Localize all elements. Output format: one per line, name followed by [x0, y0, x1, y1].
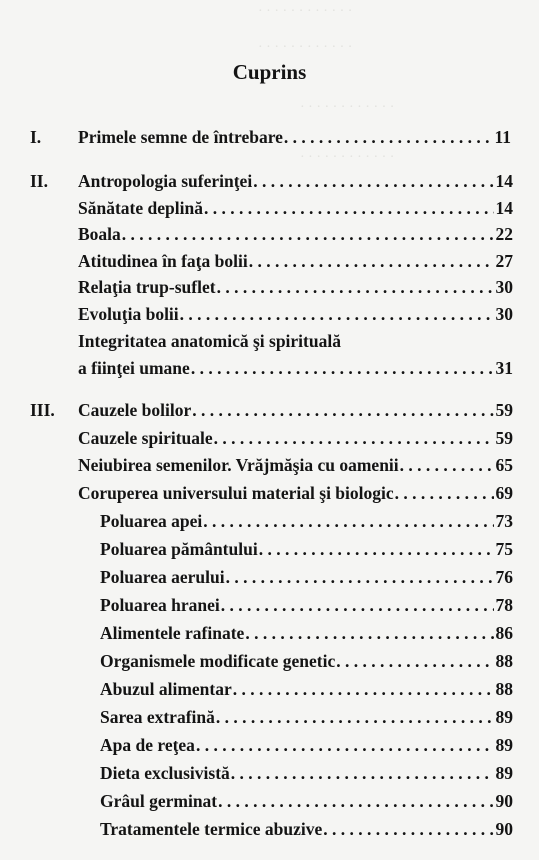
dot-leader [213, 425, 494, 451]
dot-leader [244, 620, 493, 646]
page-number: 59 [495, 428, 513, 448]
page-number: 78 [495, 595, 513, 615]
page-title: Cuprins [232, 60, 307, 84]
dot-leader [232, 676, 494, 702]
page-number: 30 [495, 304, 513, 324]
toc-entry [100, 676, 513, 702]
bleed-through-text: · · · · · · · · · · · · [258, 4, 353, 19]
toc-entry [78, 480, 513, 506]
chapter-numeral: II. [30, 171, 48, 191]
toc-entry [78, 301, 513, 327]
dot-leader [394, 480, 494, 506]
page-number: 30 [495, 277, 513, 297]
page-number: 89 [495, 735, 513, 755]
dot-leader [230, 760, 494, 786]
page-number: 90 [495, 791, 513, 811]
entry-title: a fiinţei umane [78, 358, 190, 378]
dot-leader [399, 452, 494, 478]
entry-title: Primele semne de întrebare [78, 127, 283, 147]
toc-entry [78, 274, 513, 300]
page-number: 86 [495, 623, 513, 643]
page-number: 59 [495, 400, 513, 420]
dot-leader [190, 355, 494, 381]
dot-leader [248, 248, 494, 274]
dot-leader [322, 816, 493, 842]
toc-entry [100, 732, 513, 758]
toc-entry [78, 452, 513, 478]
page-number: 89 [495, 763, 513, 783]
entry-title: Grâul germinat [100, 791, 218, 811]
dot-leader [258, 536, 494, 562]
chapter-numeral: I. [30, 127, 42, 147]
chapter-numeral: III. [30, 400, 55, 420]
page-number: 90 [495, 819, 513, 839]
bleed-through-text: · · · · · · · · · · · · [300, 150, 395, 165]
entry-title: Boala [78, 224, 121, 244]
bleed-through-text: · · · · · · · · · · · · [300, 100, 395, 115]
entry-title: Evoluţia bolii [78, 304, 179, 324]
toc-entry [100, 760, 513, 786]
toc-entry [100, 704, 513, 730]
entry-title: Abuzul alimentar [100, 679, 232, 699]
dot-leader [121, 221, 494, 247]
entry-title: Cauzele spirituale [78, 428, 213, 448]
page-number: 76 [495, 567, 513, 587]
entry-title: Organismele modificate genetic [100, 651, 336, 671]
entry-title: Antropologia suferinţei [78, 171, 253, 191]
entry-title: Poluarea hranei [100, 595, 220, 615]
entry-title: Relaţia trup-suflet [78, 277, 216, 297]
entry-title: Atitudinea în faţa bolii [78, 251, 248, 271]
page-number: 73 [495, 511, 513, 531]
page-number: 14 [495, 198, 513, 218]
page-number: 89 [495, 707, 513, 727]
toc-entry [100, 788, 513, 814]
dot-leader [225, 564, 494, 590]
page-number: 88 [495, 651, 513, 671]
toc-entry [78, 195, 513, 221]
page-number: 69 [495, 483, 513, 503]
toc-entry [78, 248, 513, 274]
entry-title: Tratamentele termice abuzive [100, 819, 323, 839]
entry-title: Sănătate deplină [78, 198, 203, 218]
toc-entry [100, 508, 513, 534]
dot-leader [215, 704, 494, 730]
toc-entry [100, 564, 513, 590]
dot-leader [195, 732, 494, 758]
dot-leader [283, 124, 493, 150]
entry-title: Apa de reţea [100, 735, 195, 755]
entry-title: Neiubirea semenilor. Vrăjmăşia cu oamenii [78, 455, 399, 475]
dot-leader [217, 788, 493, 814]
dot-leader [191, 397, 493, 423]
page-number: 27 [495, 251, 513, 271]
dot-leader [252, 168, 493, 194]
entry-title: Sarea extrafină [100, 707, 215, 727]
entry-title: Alimentele rafinate [100, 623, 245, 643]
entry-title: Poluarea pământului [100, 539, 258, 559]
toc-entry [78, 397, 513, 423]
page-number: 22 [495, 224, 513, 244]
entry-title: Cauzele bolilor [78, 400, 192, 420]
page-number: 11 [494, 127, 511, 147]
dot-leader [335, 648, 493, 674]
toc-entry [78, 221, 513, 247]
dot-leader [203, 195, 494, 221]
entry-title-line: Integritatea anatomică şi spirituală [78, 331, 341, 351]
bleed-through-text: · · · · · · · · · · · · [258, 40, 353, 55]
toc-entry [78, 355, 513, 381]
toc-entry [100, 648, 513, 674]
entry-title: Poluarea apei [100, 511, 203, 531]
toc-entry [100, 592, 513, 618]
toc-entry [78, 425, 513, 451]
page-number: 31 [495, 358, 513, 378]
dot-leader [220, 592, 494, 618]
dot-leader [202, 508, 493, 534]
toc-entry [100, 536, 513, 562]
entry-title: Dieta exclusivistă [100, 763, 230, 783]
toc-entry [100, 620, 513, 646]
entry-title: Coruperea universului material şi biologic [78, 483, 394, 503]
page-number: 75 [495, 539, 513, 559]
toc-entry [78, 168, 513, 194]
entry-title: Poluarea aerului [100, 567, 225, 587]
page-number: 88 [495, 679, 513, 699]
page-number: 65 [495, 455, 513, 475]
toc-entry [100, 816, 513, 842]
page-number: 14 [495, 171, 513, 191]
dot-leader [216, 274, 494, 300]
toc-entry [78, 124, 511, 150]
dot-leader [179, 301, 494, 327]
